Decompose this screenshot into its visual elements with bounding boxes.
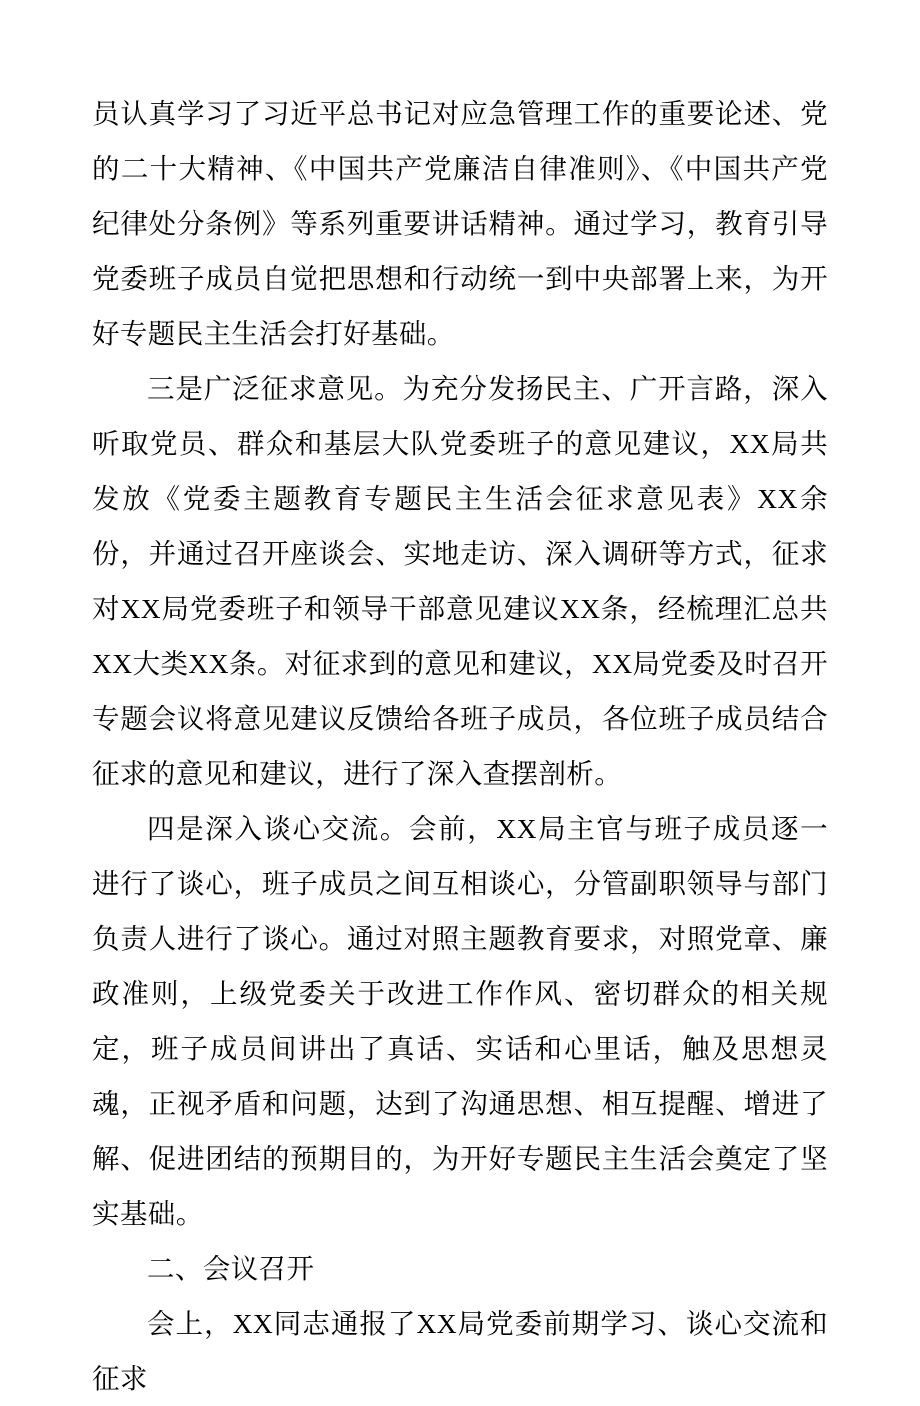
paragraph-continued-study: 员认真学习了习近平总书记对应急管理工作的重要论述、党的二十大精神、《中国共产党廉洁自律准则》、《中国共产党纪律处分条例》等系列重要讲话精神。通过学习，教育引导党委班子成员自觉把思想和行动统一到中央部署上来，为开好专题民主生活会打好基础。 [92, 98, 828, 349]
paragraph-meeting-report: 会上，XX同志通报了XX局党委前期学习、谈心交流和征求 [92, 1308, 828, 1394]
paragraph-three-solicit-opinions: 三是广泛征求意见。为充分发扬民主、广开言路，深入听取党员、群众和基层大队党委班子的意见建议，XX局共发放《党委主题教育专题民主生活会征求意见表》XX余份，并通过召开座谈会、实地走访、深入调研等方式，征求对XX局党委班子和领导干部意见建议XX条，经梳理汇总共XX大类XX条。对征求到的意见和建议，XX局党委及时召开专题会议将意见建议反馈给各班子成员，各位班子成员结合征求的意见和建议，进行了深入查摆剖析。 [92, 373, 828, 789]
document-body [92, 86, 828, 1406]
heading-two-meeting-held: 二、会议召开 [147, 1253, 315, 1284]
paragraph-four-heart-to-heart: 四是深入谈心交流。会前，XX局主官与班子成员逐一进行了谈心，班子成员之间互相谈心，分管副职领导与部门负责人进行了谈心。通过对照主题教育要求，对照党章、廉政准则，上级党委关于改进工作作风、密切群众的相关规定，班子成员间讲出了真话、实话和心里话，触及思想灵魂，正视矛盾和问题，达到了沟通思想、相互提醒、增进了解、促进团结的预期目的，为开好专题民主生活会奠定了坚实基础。 [92, 813, 828, 1229]
